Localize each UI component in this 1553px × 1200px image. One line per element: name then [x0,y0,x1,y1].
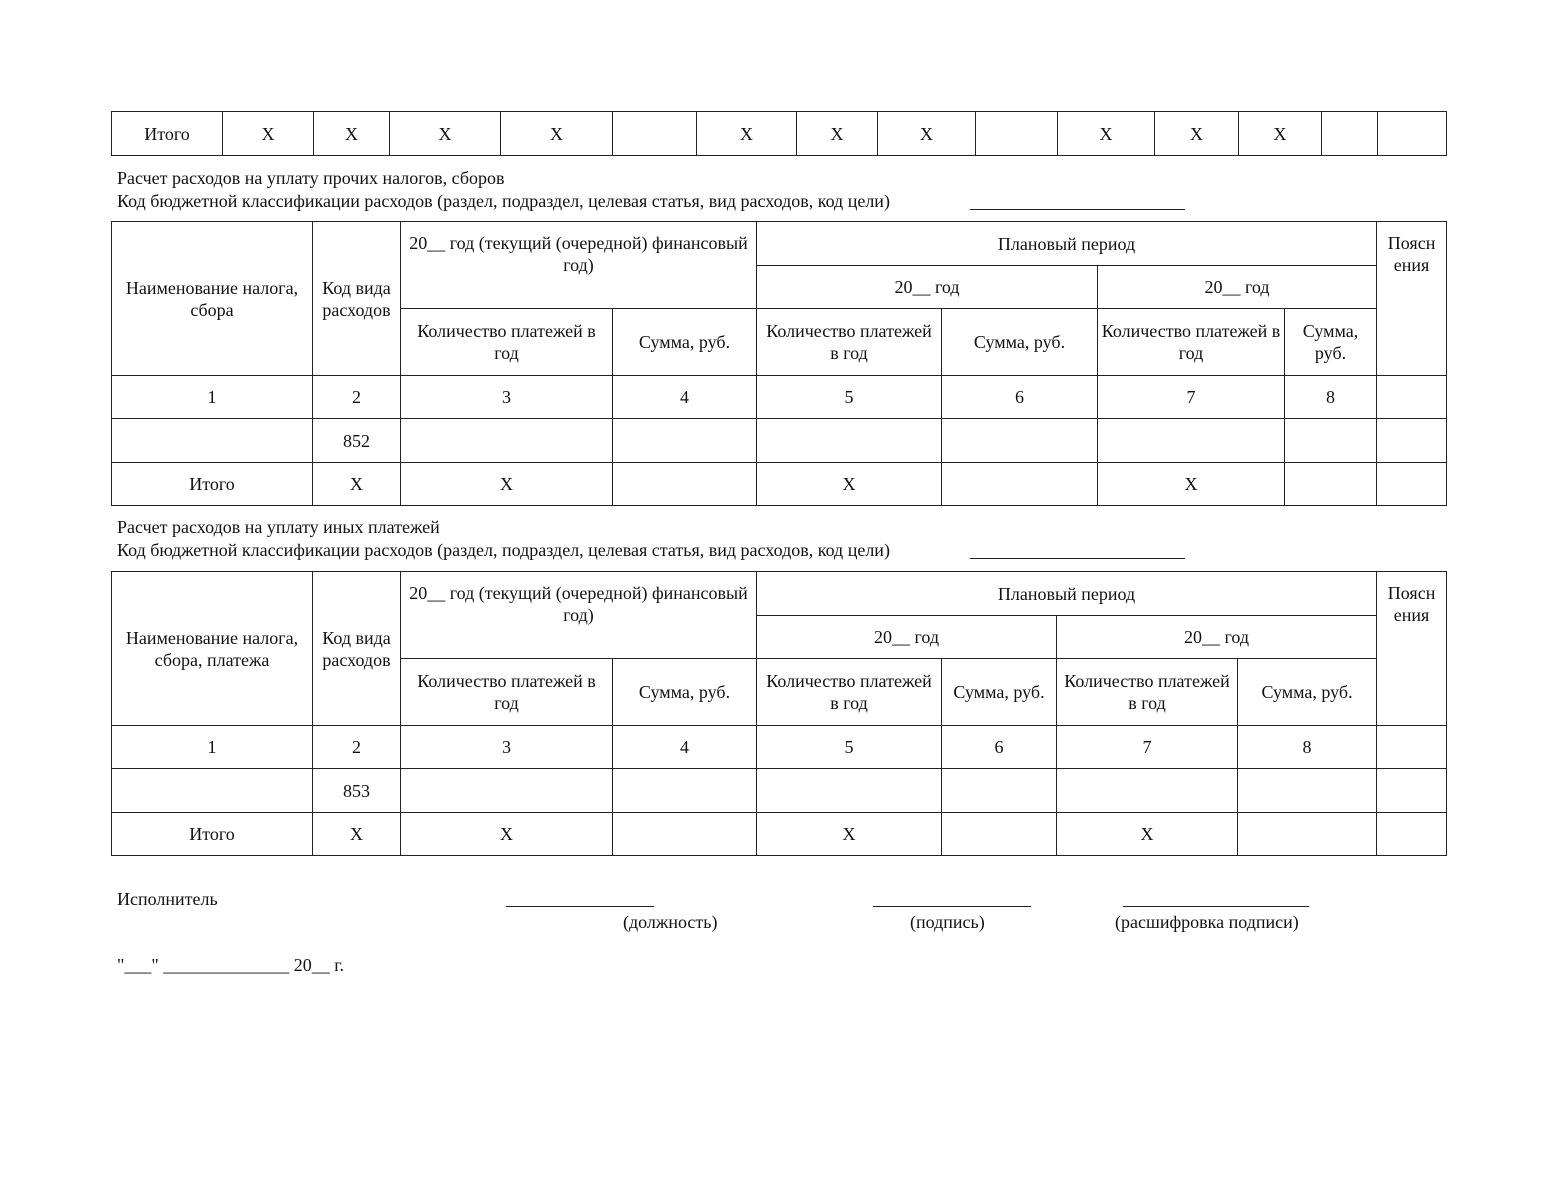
header-expense-code: Код вида расходов [313,572,401,726]
table-cell: X [757,813,942,856]
position-blank[interactable] [506,906,654,907]
executor-label: Исполнитель [117,889,218,909]
col-number [1377,726,1447,769]
col-number: 2 [313,726,401,769]
header-qty-1: Количество платежей в год [401,309,613,376]
header-year-2: 20__ год [757,266,1098,309]
table-cell: X [1058,112,1155,156]
col-number: 5 [757,376,942,419]
table-cell: 853 [313,769,401,813]
header-current-year: 20__ год (текущий (очередной) финансовый год) [401,222,757,309]
header-qty-1: Количество платежей в год [401,659,613,726]
table-cell[interactable] [1238,769,1377,813]
header-tax-name: Наименование налога, сбора [112,222,313,376]
table-cell: X [1239,112,1322,156]
header-sum-1: Сумма, руб. [613,659,757,726]
table-row [112,463,1447,506]
table-cell [613,463,757,506]
table-cell: Итого [112,813,313,856]
header-sum-2: Сумма, руб. [942,309,1098,376]
table-cell: X [1155,112,1239,156]
table-cell [1285,463,1377,506]
table-cell: X [501,112,613,156]
header-qty-3: Количество платежей в год [1057,659,1238,726]
header-notes: Поясн ения [1377,572,1447,726]
table-cell: X [314,112,390,156]
header-year-2: 20__ год [757,616,1057,659]
col-number: 5 [757,726,942,769]
col-number: 7 [1057,726,1238,769]
table-cell [1377,463,1447,506]
table-cell[interactable] [942,419,1098,463]
col-number: 6 [942,726,1057,769]
table-cell: X [313,463,401,506]
section1-kbk-label: Код бюджетной классификации расходов (раздел, подраздел, целевая статья, вид расходов, код цели) [117,191,890,211]
table-cell [613,112,697,156]
decoding-caption: (расшифровка подписи) [1115,912,1299,932]
col-number: 6 [942,376,1098,419]
table-cell [613,813,757,856]
table-cell[interactable] [112,419,313,463]
table-cell[interactable] [613,769,757,813]
table-cell [1238,813,1377,856]
table-cell[interactable] [1285,419,1377,463]
table-cell[interactable] [401,419,613,463]
section1-kbk-blank [970,209,1185,210]
section2-table [111,571,1447,856]
header-sum-2: Сумма, руб. [942,659,1057,726]
table-cell: X [223,112,314,156]
section1-table [111,221,1447,506]
table-cell[interactable] [1057,769,1238,813]
col-number: 8 [1285,376,1377,419]
decoding-blank[interactable] [1123,906,1309,907]
table-cell: X [1098,463,1285,506]
table-cell[interactable] [1098,419,1285,463]
table-cell [1377,813,1447,856]
table-row [112,726,1447,769]
table-cell[interactable] [613,419,757,463]
col-number: 1 [112,376,313,419]
table-cell: X [1057,813,1238,856]
table-cell: X [697,112,797,156]
col-number [1377,376,1447,419]
table-cell [942,463,1098,506]
table-cell[interactable] [112,769,313,813]
table-cell: Итого [112,463,313,506]
table-cell: X [401,813,613,856]
signature-blank[interactable] [873,906,1031,907]
section2-kbk-blank [970,558,1185,559]
header-tax-name: Наименование налога, сбора, платежа [112,572,313,726]
signature-caption: (подпись) [910,912,985,932]
section2-title: Расчет расходов на уплату иных платежей [117,517,440,537]
position-caption: (должность) [623,912,718,932]
header-sum-1: Сумма, руб. [613,309,757,376]
col-number: 1 [112,726,313,769]
table-cell: X [390,112,501,156]
table-cell[interactable] [401,769,613,813]
table-cell: Итого [112,112,223,156]
table-cell[interactable] [757,419,942,463]
top-total-table [111,111,1447,156]
table-cell [976,112,1058,156]
col-number: 7 [1098,376,1285,419]
top-total-row [112,112,1447,156]
header-sum-3: Сумма, руб. [1285,309,1377,376]
table-cell: X [797,112,878,156]
table-cell[interactable] [942,769,1057,813]
table-cell: X [313,813,401,856]
table-cell: X [757,463,942,506]
table-cell[interactable] [1377,419,1447,463]
table-cell: 852 [313,419,401,463]
section2-kbk-label: Код бюджетной классификации расходов (раздел, подраздел, целевая статья, вид расходов, код цели) [117,540,890,560]
header-expense-code: Код вида расходов [313,222,401,376]
header-qty-3: Количество платежей в год [1098,309,1285,376]
section1-title: Расчет расходов на уплату прочих налогов, сборов [117,168,505,188]
header-sum-3: Сумма, руб. [1238,659,1377,726]
header-plan-period: Плановый период [757,222,1377,266]
header-qty-2: Количество платежей в год [757,309,942,376]
table-cell [942,813,1057,856]
col-number: 4 [613,376,757,419]
header-current-year: 20__ год (текущий (очередной) финансовый год) [401,572,757,659]
date-line: "___" ______________ 20__ г. [117,955,345,975]
header-notes: Поясн ения [1377,222,1447,376]
table-cell: X [878,112,976,156]
col-number: 3 [401,726,613,769]
table-row [112,419,1447,463]
header-plan-period: Плановый период [757,572,1377,616]
table-row [112,769,1447,813]
header-year-3: 20__ год [1057,616,1377,659]
table-cell[interactable] [757,769,942,813]
table-row [112,813,1447,856]
col-number: 8 [1238,726,1377,769]
header-year-3: 20__ год [1098,266,1377,309]
table-cell[interactable] [1377,769,1447,813]
table-cell: X [401,463,613,506]
col-number: 4 [613,726,757,769]
table-row [112,376,1447,419]
table-cell [1322,112,1378,156]
table-cell [1378,112,1447,156]
col-number: 2 [313,376,401,419]
col-number: 3 [401,376,613,419]
header-qty-2: Количество платежей в год [757,659,942,726]
